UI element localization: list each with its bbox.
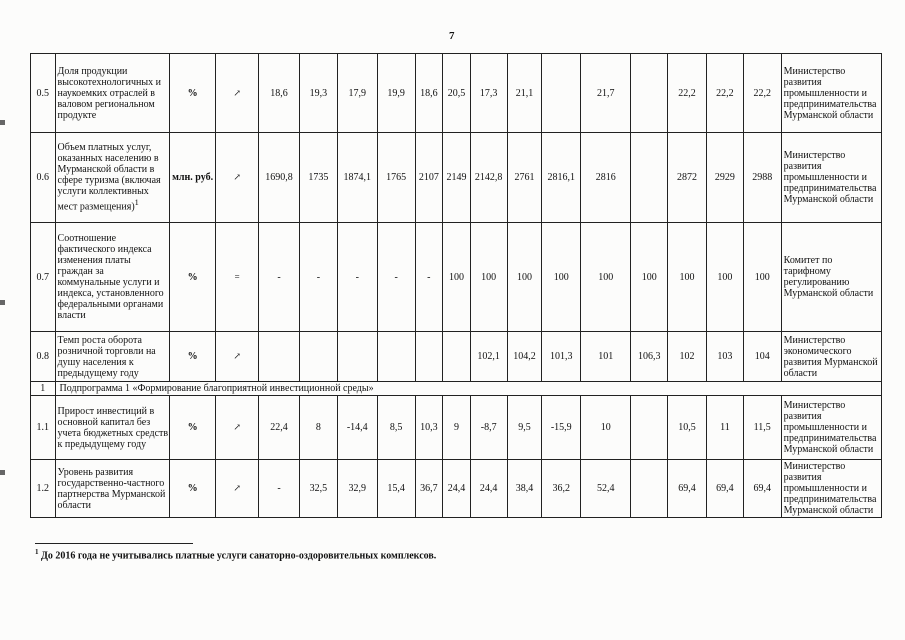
indicator-name: Темп роста оборота розничной торговли на душу населения к предыдущему году (55, 332, 170, 382)
unit: млн. руб. (170, 133, 216, 223)
value-cell: 8 (299, 396, 337, 460)
responsible-body: Министерство развития промышленности и предпринимательства Мурманской области (781, 54, 881, 133)
unit: % (170, 396, 216, 460)
value-cell: -15,9 (542, 396, 581, 460)
value-cell: 69,4 (743, 460, 781, 518)
indicator-name: Прирост инвестиций в основной капитал без учета бюджетных средств к предыдущему году (55, 396, 170, 460)
value-cell: 24,4 (443, 460, 471, 518)
indicator-name-text: Объем платных услуг, оказанных населению в Мурманской области в сфере туризма (включая услуги коллективных мест размещения) (57, 142, 161, 213)
value-cell: 36,2 (542, 460, 581, 518)
value-cell: 36,7 (415, 460, 443, 518)
value-cell (542, 54, 581, 133)
table-row (31, 332, 882, 382)
value-cell: - (337, 223, 377, 332)
table-row (31, 133, 882, 223)
value-cell: 19,3 (299, 54, 337, 133)
row-number: 0.5 (31, 54, 56, 133)
value-cell: 1690,8 (259, 133, 300, 223)
value-cell: -8,7 (470, 396, 507, 460)
row-number: 0.8 (31, 332, 56, 382)
value-cell: 24,4 (470, 460, 507, 518)
row-number: 0.7 (31, 223, 56, 332)
value-cell (415, 332, 443, 382)
value-cell: 2142,8 (470, 133, 507, 223)
row-number: 1.1 (31, 396, 56, 460)
value-cell: - (299, 223, 337, 332)
value-cell: 22,2 (743, 54, 781, 133)
value-cell: 101,3 (542, 332, 581, 382)
value-cell: 100 (581, 223, 631, 332)
footnote-mark: 1 (35, 548, 39, 556)
value-cell: 1735 (299, 133, 337, 223)
trend-icon: ↗ (216, 396, 259, 460)
value-cell: -14,4 (337, 396, 377, 460)
value-cell: 104,2 (507, 332, 542, 382)
value-cell: 32,9 (337, 460, 377, 518)
value-cell: 9,5 (507, 396, 542, 460)
value-cell: - (259, 223, 300, 332)
table-row (31, 223, 882, 332)
indicator-name: Уровень развития государственно-частного партнерства Мурманской области (55, 460, 170, 518)
binding-mark (0, 300, 5, 305)
value-cell: 101 (581, 332, 631, 382)
value-cell: 104 (743, 332, 781, 382)
value-cell: 100 (542, 223, 581, 332)
value-cell: 100 (743, 223, 781, 332)
trend-icon: ↗ (216, 133, 259, 223)
binding-mark (0, 120, 5, 125)
trend-icon: = (216, 223, 259, 332)
row-number: 1.2 (31, 460, 56, 518)
value-cell: 2816,1 (542, 133, 581, 223)
value-cell: 69,4 (668, 460, 707, 518)
table-row (31, 396, 882, 460)
value-cell: 22,2 (668, 54, 707, 133)
unit: % (170, 54, 216, 133)
value-cell (443, 332, 471, 382)
value-cell: 18,6 (259, 54, 300, 133)
trend-icon: ↗ (216, 54, 259, 133)
value-cell: 17,3 (470, 54, 507, 133)
value-cell: 69,4 (706, 460, 743, 518)
value-cell: - (415, 223, 443, 332)
table-row (31, 54, 882, 133)
table-row (31, 460, 882, 518)
footnote-ref: 1 (134, 198, 139, 208)
trend-icon: ↗ (216, 460, 259, 518)
page-number: 7 (449, 30, 455, 42)
value-cell: 10,5 (668, 396, 707, 460)
value-cell: 2988 (743, 133, 781, 223)
value-cell: - (259, 460, 300, 518)
value-cell: 2761 (507, 133, 542, 223)
responsible-body: Министерство развития промышленности и предпринимательства Мурманской области (781, 396, 881, 460)
value-cell: 100 (668, 223, 707, 332)
value-cell (259, 332, 300, 382)
value-cell (377, 332, 415, 382)
footnote (35, 548, 436, 561)
value-cell (631, 460, 668, 518)
indicators-table (30, 53, 882, 518)
footnote-text: До 2016 года не учитывались платные услуги санаторно-оздоровительных комплексов. (38, 550, 437, 562)
trend-icon: ↗ (216, 332, 259, 382)
value-cell: 32,5 (299, 460, 337, 518)
value-cell: 100 (631, 223, 668, 332)
value-cell: 2872 (668, 133, 707, 223)
value-cell: 2929 (706, 133, 743, 223)
responsible-body: Министерство развития промышленности и предпринимательства Мурманской области (781, 460, 881, 518)
footnote-divider (35, 543, 193, 544)
value-cell: 19,9 (377, 54, 415, 133)
value-cell: 1765 (377, 133, 415, 223)
value-cell: 102 (668, 332, 707, 382)
value-cell: 100 (507, 223, 542, 332)
unit: % (170, 460, 216, 518)
subprogram-title: Подпрограмма 1 «Формирование благоприятной инвестиционной среды» (55, 382, 881, 396)
value-cell: 20,5 (443, 54, 471, 133)
value-cell: 11 (706, 396, 743, 460)
value-cell: 103 (706, 332, 743, 382)
subprogram-number: 1 (31, 382, 56, 396)
indicator-name: Соотношение фактического индекса изменения платы граждан за коммунальные услуги и индекса, установленного федеральными органами власти (55, 223, 170, 332)
value-cell: 38,4 (507, 460, 542, 518)
value-cell: 106,3 (631, 332, 668, 382)
responsible-body: Министерство развития промышленности и предпринимательства Мурманской области (781, 133, 881, 223)
value-cell: 2107 (415, 133, 443, 223)
value-cell (631, 54, 668, 133)
value-cell: 2816 (581, 133, 631, 223)
value-cell: 9 (443, 396, 471, 460)
value-cell (631, 133, 668, 223)
value-cell: 21,7 (581, 54, 631, 133)
value-cell (631, 396, 668, 460)
binding-mark (0, 470, 5, 475)
unit: % (170, 332, 216, 382)
value-cell: 17,9 (337, 54, 377, 133)
indicator-name: Доля продукции высокотехнологичных и наукоемких отраслей в валовом региональном продукте (55, 54, 170, 133)
value-cell: 100 (706, 223, 743, 332)
subprogram-row (31, 382, 882, 396)
unit: % (170, 223, 216, 332)
value-cell (299, 332, 337, 382)
value-cell: 21,1 (507, 54, 542, 133)
responsible-body: Министерство экономического развития Мурманской области (781, 332, 881, 382)
responsible-body: Комитет по тарифному регулированию Мурманской области (781, 223, 881, 332)
value-cell: 22,4 (259, 396, 300, 460)
value-cell: - (377, 223, 415, 332)
value-cell: 100 (470, 223, 507, 332)
value-cell: 18,6 (415, 54, 443, 133)
value-cell: 10,3 (415, 396, 443, 460)
value-cell: 8,5 (377, 396, 415, 460)
value-cell (337, 332, 377, 382)
value-cell: 15,4 (377, 460, 415, 518)
value-cell: 11,5 (743, 396, 781, 460)
value-cell: 100 (443, 223, 471, 332)
value-cell: 10 (581, 396, 631, 460)
value-cell: 1874,1 (337, 133, 377, 223)
row-number: 0.6 (31, 133, 56, 223)
indicator-name (55, 133, 170, 223)
value-cell: 102,1 (470, 332, 507, 382)
value-cell: 2149 (443, 133, 471, 223)
value-cell: 52,4 (581, 460, 631, 518)
value-cell: 22,2 (706, 54, 743, 133)
